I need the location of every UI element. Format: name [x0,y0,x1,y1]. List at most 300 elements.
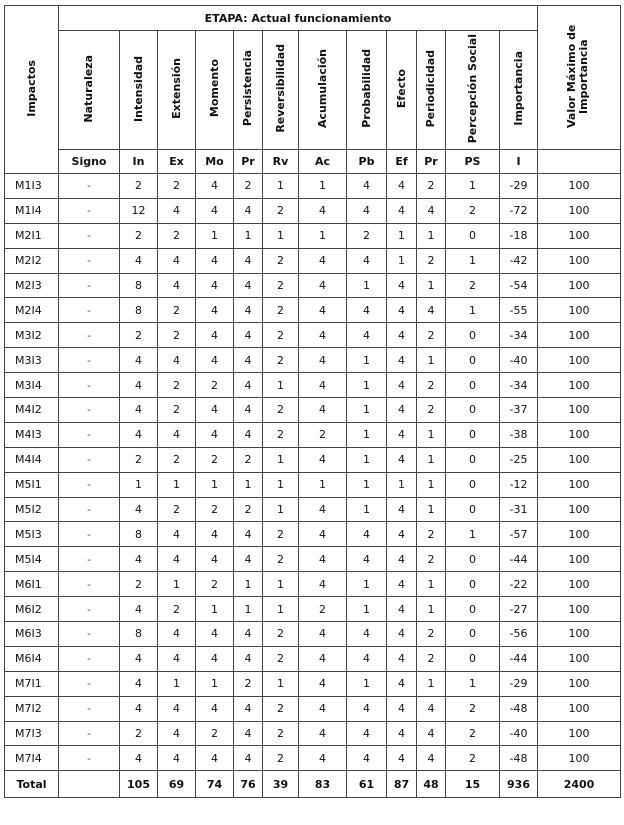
value-cell: -40 [500,348,538,373]
value-cell: 1 [347,671,387,696]
total-cell: 2400 [538,771,621,798]
value-cell: 4 [196,198,234,223]
value-cell: 2 [234,447,263,472]
value-cell: 4 [196,273,234,298]
value-cell: 4 [387,298,417,323]
sign-cell: - [59,622,120,647]
value-cell: -57 [500,522,538,547]
value-cell: 0 [446,597,500,622]
value-cell: 4 [196,422,234,447]
column-header [347,31,387,150]
value-cell: 4 [196,174,234,199]
value-cell: 1 [263,373,299,398]
column-header [120,31,158,150]
value-cell: 1 [263,497,299,522]
impact-code-cell: M7I4 [5,746,59,771]
value-cell: 4 [158,198,196,223]
value-cell: 1 [299,472,347,497]
total-cell [59,771,120,798]
value-cell: 4 [387,572,417,597]
column-abbr: Signo [59,150,120,174]
value-cell: 4 [387,696,417,721]
table-row [5,248,621,273]
impact-code-cell: M6I3 [5,622,59,647]
table-row [5,746,621,771]
value-cell: 1 [263,174,299,199]
value-cell: -12 [500,472,538,497]
value-cell: 100 [538,298,621,323]
column-abbr: Pr [234,150,263,174]
table-row [5,597,621,622]
value-cell: 2 [263,298,299,323]
sign-cell: - [59,646,120,671]
table-row [5,174,621,199]
value-cell: 1 [347,597,387,622]
value-cell: 2 [263,323,299,348]
value-cell: 1 [196,223,234,248]
value-cell: 1 [158,671,196,696]
value-cell: 2 [196,373,234,398]
value-cell: 4 [347,721,387,746]
value-cell: 4 [120,398,158,423]
value-cell: 4 [158,522,196,547]
impact-code-cell: M7I1 [5,671,59,696]
value-cell: 4 [120,547,158,572]
value-cell: 4 [120,373,158,398]
value-cell: 100 [538,447,621,472]
value-cell: 4 [196,646,234,671]
value-cell: 1 [417,497,446,522]
sign-cell: - [59,597,120,622]
value-cell: 0 [446,223,500,248]
impact-code-cell: M3I4 [5,373,59,398]
sign-cell: - [59,721,120,746]
table-row [5,422,621,447]
sign-cell: - [59,298,120,323]
value-cell: 2 [158,447,196,472]
value-cell: 2 [120,572,158,597]
impact-code-cell: M6I4 [5,646,59,671]
value-cell: 0 [446,572,500,597]
table-row [5,547,621,572]
value-cell: 8 [120,522,158,547]
value-cell: 4 [347,298,387,323]
value-cell: 2 [263,348,299,373]
value-cell: 2 [196,497,234,522]
value-cell: 4 [158,622,196,647]
value-cell: 2 [263,547,299,572]
value-cell: 1 [234,223,263,248]
value-cell: 2 [234,497,263,522]
impact-code-cell: M6I1 [5,572,59,597]
column-abbr: In [120,150,158,174]
impact-table-container [4,5,621,798]
value-cell: 4 [387,597,417,622]
value-cell: 12 [120,198,158,223]
value-cell: 4 [234,696,263,721]
value-cell: 4 [299,646,347,671]
value-cell: 4 [196,746,234,771]
value-cell: 2 [417,373,446,398]
value-cell: 4 [299,298,347,323]
column-header-label: Percepción Social [465,33,479,144]
value-cell: 100 [538,348,621,373]
value-cell: 0 [446,373,500,398]
value-cell: 2 [263,398,299,423]
value-cell: 1 [347,497,387,522]
value-cell: 1 [387,223,417,248]
value-cell: 2 [158,373,196,398]
value-cell: 100 [538,174,621,199]
value-cell: 1 [347,348,387,373]
sign-cell: - [59,398,120,423]
value-cell: 2 [196,721,234,746]
value-cell: 0 [446,472,500,497]
value-cell: 2 [120,223,158,248]
value-cell: 2 [446,198,500,223]
value-cell: 1 [158,572,196,597]
value-cell: 4 [387,497,417,522]
value-cell: 1 [263,597,299,622]
value-cell: 4 [347,696,387,721]
value-cell: 2 [263,721,299,746]
value-cell: 4 [299,671,347,696]
value-cell: 2 [120,447,158,472]
table-row [5,646,621,671]
value-cell: 4 [417,298,446,323]
column-abbr: Ac [299,150,347,174]
value-cell: 4 [234,323,263,348]
table-row [5,572,621,597]
value-cell: -55 [500,298,538,323]
total-cell: 936 [500,771,538,798]
value-cell: 4 [158,746,196,771]
value-cell: -38 [500,422,538,447]
impact-code-cell: M1I3 [5,174,59,199]
total-cell: 15 [446,771,500,798]
value-cell: 4 [120,671,158,696]
value-cell: 1 [446,522,500,547]
value-cell: 4 [387,721,417,746]
value-cell: 2 [263,273,299,298]
value-cell: 4 [234,373,263,398]
value-cell: 0 [446,323,500,348]
value-cell: 4 [196,248,234,273]
table-body [5,174,621,771]
sign-cell: - [59,174,120,199]
value-cell: 1 [263,447,299,472]
value-cell: -29 [500,671,538,696]
value-cell: 4 [347,547,387,572]
value-cell: 2 [263,198,299,223]
value-cell: 4 [417,696,446,721]
value-cell: 2 [120,174,158,199]
sign-cell: - [59,497,120,522]
value-cell: 4 [234,348,263,373]
value-cell: 4 [387,323,417,348]
impact-code-cell: M4I4 [5,447,59,472]
value-cell: 100 [538,273,621,298]
value-cell: 4 [299,447,347,472]
value-cell: 2 [417,174,446,199]
value-cell: 2 [158,597,196,622]
value-cell: 4 [120,746,158,771]
value-cell: -34 [500,373,538,398]
value-cell: 1 [263,223,299,248]
value-cell: 4 [299,746,347,771]
value-cell: 1 [158,472,196,497]
total-cell: 76 [234,771,263,798]
value-cell: -37 [500,398,538,423]
sign-cell: - [59,671,120,696]
value-cell: -44 [500,646,538,671]
value-cell: 1 [263,671,299,696]
value-cell: 4 [299,696,347,721]
value-cell: 1 [417,597,446,622]
value-cell: 4 [417,746,446,771]
value-cell: 4 [347,746,387,771]
total-row [5,771,621,798]
value-cell: 100 [538,323,621,348]
impact-code-cell: M1I4 [5,198,59,223]
value-cell: 1 [347,273,387,298]
value-cell: -44 [500,547,538,572]
value-cell: 2 [417,622,446,647]
value-cell: -56 [500,622,538,647]
column-header-label: Persistencia [241,50,254,127]
value-cell: 100 [538,547,621,572]
value-cell: 100 [538,522,621,547]
value-cell: 2 [417,398,446,423]
sign-cell: - [59,348,120,373]
total-cell: 83 [299,771,347,798]
value-cell: 1 [347,472,387,497]
column-header [446,31,500,150]
value-cell: 4 [196,522,234,547]
column-header-label: Periodicidad [424,49,437,128]
value-cell: -48 [500,746,538,771]
value-cell: 4 [387,373,417,398]
column-header-label: Probabilidad [359,49,373,128]
value-cell: 4 [387,547,417,572]
value-cell: 4 [234,273,263,298]
value-cell: 100 [538,622,621,647]
value-cell: 100 [538,422,621,447]
value-cell: 4 [387,746,417,771]
value-cell: 2 [446,721,500,746]
column-header [417,31,446,150]
value-cell: 4 [347,323,387,348]
column-header [158,31,196,150]
impact-code-cell: M6I2 [5,597,59,622]
value-cell: 1 [417,422,446,447]
value-cell: 4 [417,721,446,746]
value-cell: 4 [347,622,387,647]
impact-code-cell: M2I2 [5,248,59,273]
value-cell: 4 [196,622,234,647]
value-cell: 4 [387,422,417,447]
value-cell: 1 [347,398,387,423]
table-row [5,373,621,398]
value-cell: -54 [500,273,538,298]
value-cell: 1 [347,373,387,398]
value-cell: 4 [387,348,417,373]
value-cell: 4 [158,273,196,298]
value-cell: 2 [299,422,347,447]
value-cell: 100 [538,497,621,522]
column-header [387,31,417,150]
value-cell: -48 [500,696,538,721]
column-header [59,31,120,150]
impact-code-cell: M7I3 [5,721,59,746]
value-cell: 2 [120,721,158,746]
value-cell: 0 [446,422,500,447]
value-cell: 1 [417,472,446,497]
value-cell: 8 [120,622,158,647]
value-cell: -31 [500,497,538,522]
value-cell: -34 [500,323,538,348]
table-row [5,447,621,472]
sign-cell: - [59,522,120,547]
impacts-header: Impactos [5,6,59,174]
value-cell: 100 [538,746,621,771]
sign-cell: - [59,223,120,248]
value-cell: 100 [538,597,621,622]
value-cell: 2 [263,522,299,547]
value-cell: 2 [158,323,196,348]
value-cell: 4 [158,646,196,671]
value-cell: 1 [196,671,234,696]
value-cell: 4 [387,622,417,647]
column-header [500,31,538,150]
column-header [263,31,299,150]
value-cell: 4 [387,447,417,472]
value-cell: 2 [158,497,196,522]
value-cell: 4 [299,522,347,547]
max-importance-header: Valor Máximo de Importancia [538,6,621,150]
value-cell: 1 [417,273,446,298]
value-cell: 1 [263,572,299,597]
column-header-label: Naturaleza [82,54,95,123]
value-cell: 4 [347,174,387,199]
value-cell: -22 [500,572,538,597]
value-cell: 4 [120,696,158,721]
value-cell: 2 [417,522,446,547]
value-cell: 0 [446,447,500,472]
stage-header: ETAPA: Actual funcionamiento [59,6,538,31]
value-cell: 100 [538,223,621,248]
table-row [5,223,621,248]
total-label: Total [5,771,59,798]
value-cell: 1 [347,572,387,597]
value-cell: 4 [387,522,417,547]
impact-code-cell: M5I1 [5,472,59,497]
value-cell: 4 [299,348,347,373]
value-cell: 4 [158,248,196,273]
value-cell: 100 [538,671,621,696]
value-cell: 4 [347,248,387,273]
column-abbr: Ex [158,150,196,174]
value-cell: 4 [196,323,234,348]
value-cell: 1 [347,422,387,447]
table-row [5,721,621,746]
sign-cell: - [59,323,120,348]
table-row [5,497,621,522]
value-cell: 1 [234,597,263,622]
column-header-label: Intensidad [131,55,145,122]
value-cell: 4 [299,572,347,597]
value-cell: 2 [120,323,158,348]
value-cell: -25 [500,447,538,472]
value-cell: 4 [299,547,347,572]
impact-code-cell: M2I1 [5,223,59,248]
value-cell: 4 [120,497,158,522]
value-cell: 100 [538,472,621,497]
value-cell: 4 [158,348,196,373]
value-cell: 4 [299,248,347,273]
impact-code-cell: M4I3 [5,422,59,447]
value-cell: 2 [263,248,299,273]
value-cell: 4 [234,522,263,547]
value-cell: 4 [196,298,234,323]
value-cell: 4 [347,198,387,223]
value-cell: -40 [500,721,538,746]
table-row [5,348,621,373]
value-cell: 2 [299,597,347,622]
impact-code-cell: M2I3 [5,273,59,298]
column-header-label: Efecto [394,68,408,109]
column-abbr: Ef [387,150,417,174]
value-cell: 4 [196,348,234,373]
value-cell: 4 [299,198,347,223]
table-row [5,696,621,721]
value-cell: 4 [387,671,417,696]
value-cell: 4 [387,398,417,423]
value-cell: 4 [158,547,196,572]
value-cell: 2 [263,696,299,721]
value-cell: 2 [417,323,446,348]
table-row [5,472,621,497]
column-header-label: Momento [207,59,221,118]
impact-assessment-table [4,5,621,798]
value-cell: 4 [234,198,263,223]
value-cell: 1 [446,248,500,273]
value-cell: 4 [234,622,263,647]
value-cell: 100 [538,646,621,671]
sign-cell: - [59,472,120,497]
sign-cell: - [59,696,120,721]
value-cell: 2 [263,622,299,647]
value-cell: 2 [347,223,387,248]
value-cell: 2 [196,572,234,597]
value-cell: 0 [446,646,500,671]
table-row [5,298,621,323]
value-cell: 4 [234,547,263,572]
total-cell: 87 [387,771,417,798]
value-cell: 4 [234,422,263,447]
value-cell: 4 [299,622,347,647]
impact-code-cell: M5I2 [5,497,59,522]
value-cell: 100 [538,373,621,398]
value-cell: -72 [500,198,538,223]
value-cell: 4 [120,248,158,273]
sign-cell: - [59,572,120,597]
value-cell: 100 [538,696,621,721]
column-header-label: Extensión [169,58,183,119]
table-row [5,671,621,696]
value-cell: 1 [446,174,500,199]
value-cell: 4 [196,398,234,423]
